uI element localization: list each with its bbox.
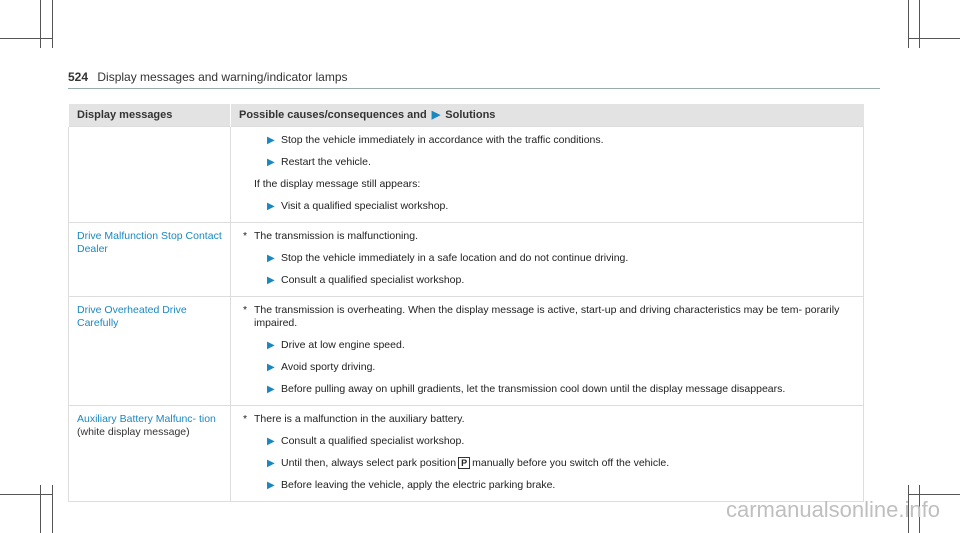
column-header-solutions bbox=[231, 104, 864, 127]
step-arrow-icon: ▶ bbox=[267, 340, 275, 351]
step-text: Until then, always select park position bbox=[281, 457, 457, 469]
step-text: Before pulling away on uphill gradients, let the transmission cool down until the display message disappears. bbox=[281, 383, 786, 395]
crop-mark bbox=[40, 485, 41, 533]
page-number: 524 bbox=[68, 70, 89, 84]
crop-mark bbox=[52, 0, 53, 48]
display-message-cell bbox=[69, 406, 231, 502]
display-message-note: (white display message) bbox=[77, 426, 190, 438]
display-message-text: Auxiliary Battery Malfunc- tion bbox=[77, 413, 216, 425]
plain-text: If the display message still appears: bbox=[254, 178, 421, 190]
crop-mark bbox=[908, 494, 960, 495]
note-text: There is a malfunction in the auxiliary battery. bbox=[254, 413, 465, 425]
step-text: Consult a qualified specialist workshop. bbox=[281, 274, 465, 286]
table-header-row bbox=[69, 104, 864, 127]
asterisk-icon: * bbox=[243, 304, 248, 316]
crop-mark bbox=[0, 38, 52, 39]
step-text: Stop the vehicle immediately in accordance with the traffic conditions. bbox=[281, 134, 604, 146]
solution-step bbox=[239, 200, 855, 213]
solution-arrow-icon: ▶ bbox=[431, 108, 441, 121]
crop-mark bbox=[919, 0, 920, 48]
step-text: Restart the vehicle. bbox=[281, 156, 371, 168]
step-text: Stop the vehicle immediately in a safe location and do not continue driving. bbox=[281, 252, 629, 264]
solution-step bbox=[239, 457, 855, 470]
display-message-cell bbox=[69, 223, 231, 297]
step-text: Drive at low engine speed. bbox=[281, 339, 405, 351]
solution-cell bbox=[231, 223, 864, 297]
table-row bbox=[69, 223, 864, 297]
column-header-causes: Possible causes/consequences and bbox=[239, 108, 427, 121]
column-header-solutions-label: Solutions bbox=[445, 108, 496, 121]
step-arrow-icon: ▶ bbox=[267, 362, 275, 373]
crop-mark bbox=[908, 38, 960, 39]
page-title: Display messages and warning/indicator lamps bbox=[97, 70, 348, 84]
table-row bbox=[69, 297, 864, 406]
step-arrow-icon: ▶ bbox=[267, 135, 275, 146]
step-arrow-icon: ▶ bbox=[267, 458, 275, 469]
step-arrow-icon: ▶ bbox=[267, 275, 275, 286]
park-position-icon: P bbox=[458, 457, 470, 469]
solution-cell bbox=[231, 127, 864, 223]
crop-mark bbox=[908, 0, 909, 48]
solution-step bbox=[239, 156, 855, 169]
display-message-text: Drive Malfunction Stop Contact Dealer bbox=[77, 230, 222, 255]
display-messages-table bbox=[68, 104, 864, 502]
asterisk-icon: * bbox=[243, 413, 248, 425]
step-arrow-icon: ▶ bbox=[267, 201, 275, 212]
note-text: The transmission is overheating. When the display message is active, start-up and driving characteristics may be tem- porarily impaired. bbox=[254, 304, 840, 329]
step-arrow-icon: ▶ bbox=[267, 384, 275, 395]
display-message-cell bbox=[69, 127, 231, 223]
solution-step bbox=[239, 435, 855, 448]
step-arrow-icon: ▶ bbox=[267, 480, 275, 491]
solution-step bbox=[239, 134, 855, 147]
crop-mark bbox=[52, 485, 53, 533]
solution-step bbox=[239, 361, 855, 374]
note-text: The transmission is malfunctioning. bbox=[254, 230, 418, 242]
cause-note bbox=[239, 230, 855, 243]
step-text: manually before you switch off the vehicle. bbox=[472, 457, 670, 469]
step-arrow-icon: ▶ bbox=[267, 157, 275, 168]
solution-step bbox=[239, 383, 855, 396]
display-message-cell bbox=[69, 297, 231, 406]
crop-mark bbox=[40, 0, 41, 48]
solution-cell bbox=[231, 406, 864, 502]
solution-step bbox=[239, 339, 855, 352]
step-text: Consult a qualified specialist workshop. bbox=[281, 435, 465, 447]
asterisk-icon: * bbox=[243, 230, 248, 242]
page-header bbox=[68, 70, 880, 89]
solution-step bbox=[239, 252, 855, 265]
step-arrow-icon: ▶ bbox=[267, 253, 275, 264]
solution-step bbox=[239, 274, 855, 287]
cause-note bbox=[239, 413, 855, 426]
watermark: carmanualsonline.info bbox=[725, 497, 940, 522]
cause-note bbox=[239, 304, 855, 330]
crop-mark bbox=[0, 494, 52, 495]
step-arrow-icon: ▶ bbox=[267, 436, 275, 447]
solution-cell bbox=[231, 297, 864, 406]
display-message-text: Drive Overheated Drive Carefully bbox=[77, 304, 187, 329]
table-row bbox=[69, 127, 864, 223]
step-text: Before leaving the vehicle, apply the electric parking brake. bbox=[281, 479, 556, 491]
table-row bbox=[69, 406, 864, 502]
step-text: Avoid sporty driving. bbox=[281, 361, 376, 373]
solution-step bbox=[239, 479, 855, 492]
step-text: Visit a qualified specialist workshop. bbox=[281, 200, 449, 212]
column-header-display-messages: Display messages bbox=[69, 104, 231, 127]
